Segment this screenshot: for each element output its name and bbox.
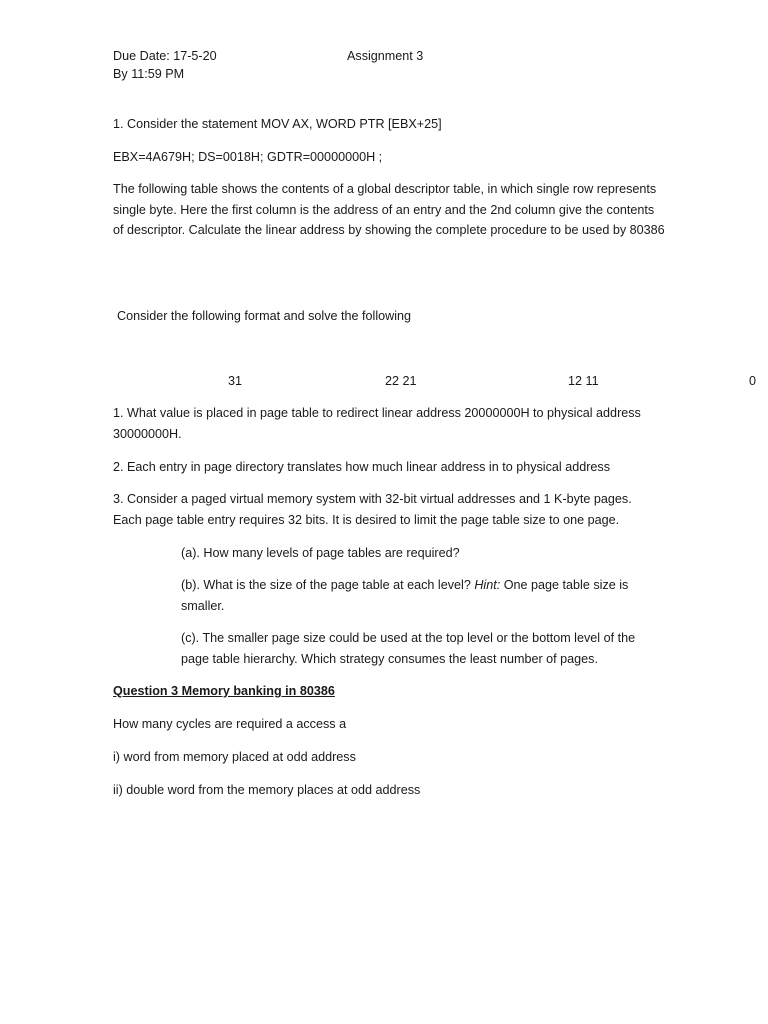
assignment-title: Assignment 3	[347, 49, 424, 63]
format-intro: Consider the following format and solve the following	[117, 309, 412, 323]
due-time: By 11:59 PM	[113, 67, 185, 81]
banking-section-title: Question 3 Memory banking in 80386	[113, 684, 335, 698]
bit-label-31: 31	[228, 374, 243, 388]
banking-prompt: How many cycles are required a access a	[113, 717, 347, 731]
paging-question-3: 3. Consider a paged virtual memory system with 32-bit virtual addresses and 1 K-byte pages. Each page table entry requires 32 bits. It is desired to limit the page table size to one page.	[113, 492, 632, 527]
paging-question-3c: (c). The smaller page size could be used at the top level or the bottom level of the page table hierarchy. Which strategy consumes the least number of pages.	[181, 631, 636, 666]
bit-label-12-11: 12 11	[568, 374, 599, 388]
paging-question-3b	[181, 575, 656, 616]
banking-item-ii: ii) double word from the memory places at odd address	[113, 783, 421, 797]
bit-label-0: 0	[749, 374, 757, 388]
q1-description: The following table shows the contents of a global descriptor table, in which single row represents single byte. Here the first column is the address of an entry and the 2nd column give the contents of descriptor. Calculate the linear address by showing the complete procedure to be used by 80386	[113, 182, 665, 237]
paging-question-3a: (a). How many levels of page tables are required?	[181, 546, 460, 560]
q1-registers: EBX=4A679H; DS=0018H; GDTR=00000000H ;	[113, 150, 383, 164]
q3b-hint-text: One page table size is smaller.	[181, 578, 629, 613]
q3b-hint-label: Hint:	[474, 578, 501, 592]
paging-question-2: 2. Each entry in page directory translates how much linear address in to physical address	[113, 460, 611, 474]
q3b-prefix: (b). What is the size of the page table at each level?	[181, 578, 471, 592]
paging-question-1: 1. What value is placed in page table to redirect linear address 20000000H to physical address 30000000H.	[113, 406, 641, 441]
q1-statement: 1. Consider the statement MOV AX, WORD PTR [EBX+25]	[113, 117, 442, 131]
bit-label-22-21: 22 21	[385, 374, 417, 388]
due-date: Due Date: 17-5-20	[113, 49, 217, 63]
banking-item-i: i) word from memory placed at odd address	[113, 750, 356, 764]
